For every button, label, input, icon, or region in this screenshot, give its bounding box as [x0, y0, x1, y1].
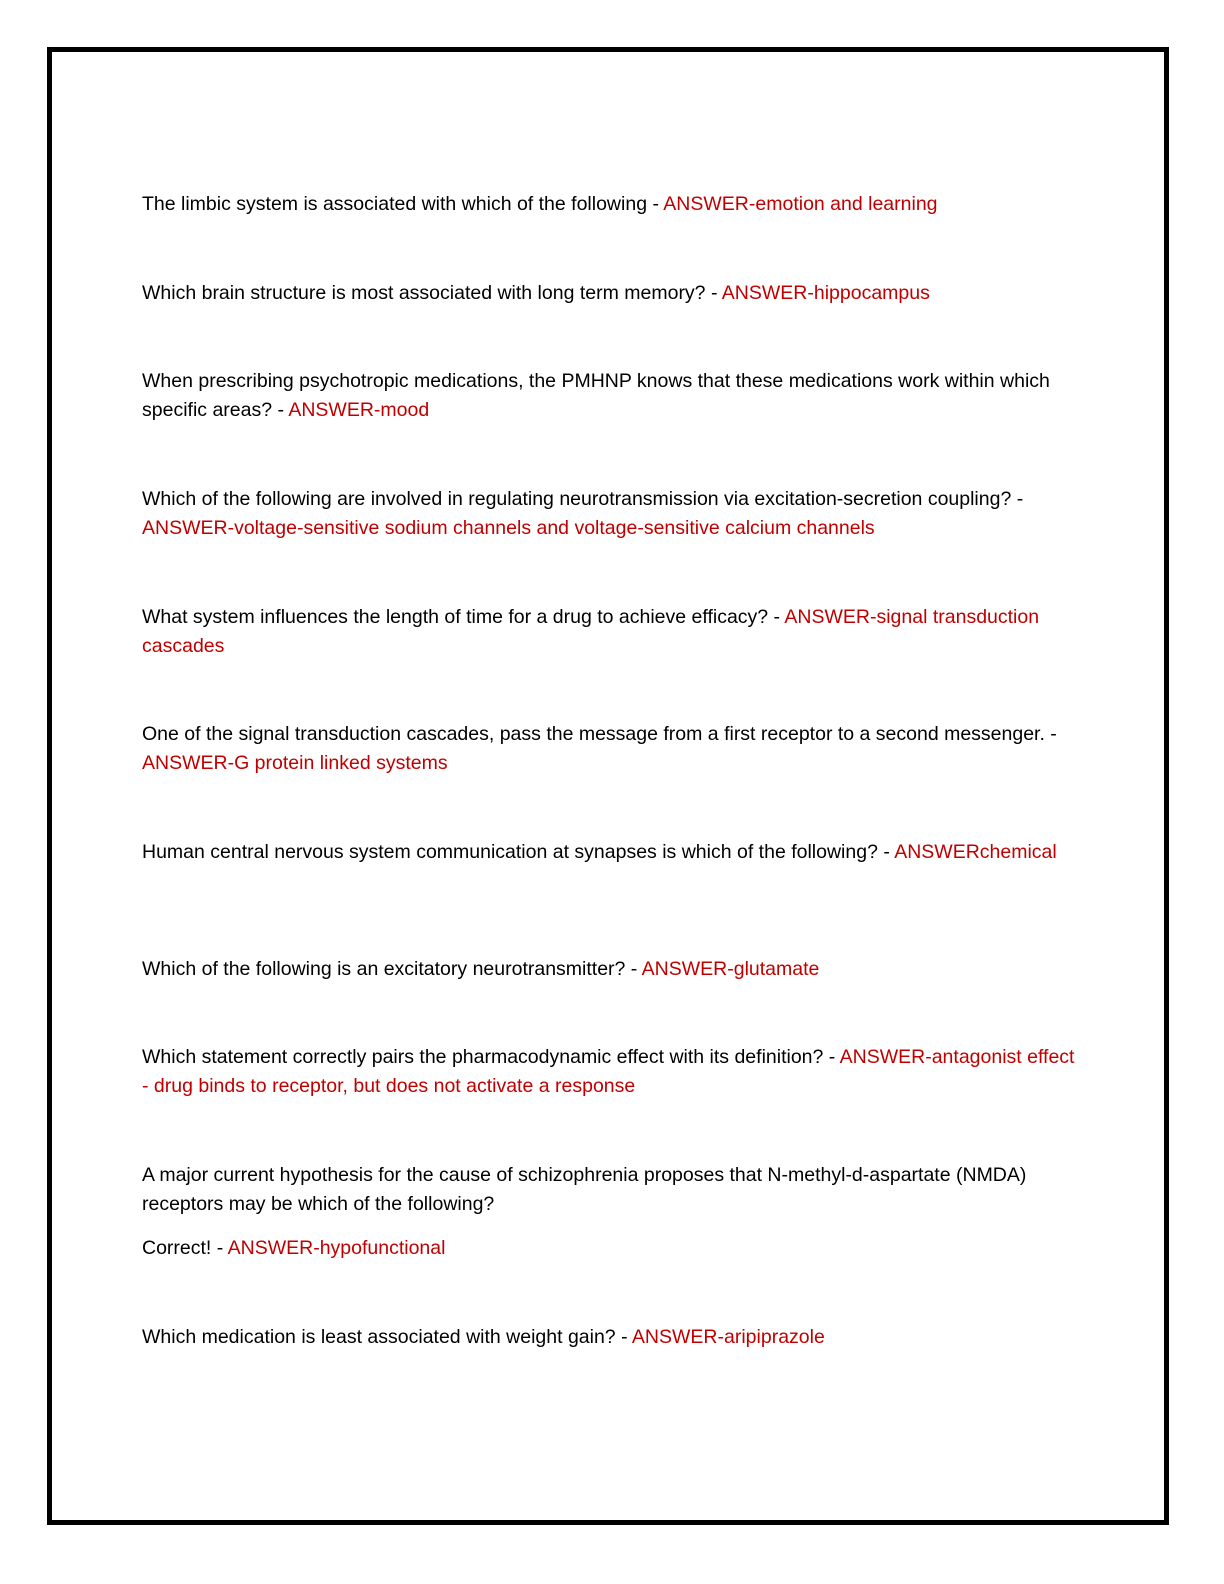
question-text: Which of the following are involved in regulating neurotransmission via excitation-secretion coupling? - — [142, 488, 1024, 510]
qa-item — [142, 1043, 1082, 1101]
answer-text: ANSWER-glutamate — [641, 958, 820, 980]
answer-text: ANSWER-signal transduction cascades — [142, 606, 1040, 657]
qa-item — [142, 279, 1082, 308]
qa-item — [142, 603, 1082, 661]
question-text: Which statement correctly pairs the pharmacodynamic effect with its definition? - — [142, 1046, 840, 1068]
question-text: The limbic system is associated with which of the following - — [142, 193, 664, 215]
qa-item — [142, 367, 1082, 425]
qa-item — [142, 720, 1082, 778]
answer-text: ANSWER-emotion and learning — [663, 193, 938, 215]
qa-item — [142, 485, 1082, 543]
question-text: When prescribing psychotropic medications, the PMHNP knows that these medications work within which specific areas? - — [142, 370, 1050, 421]
qa-item — [142, 1323, 1082, 1352]
answer-text: ANSWERchemical — [894, 841, 1057, 863]
qa-item — [142, 1161, 1082, 1263]
qa-item — [142, 190, 1082, 219]
answer-text: ANSWER-hypofunctional — [227, 1237, 446, 1259]
answer-text: ANSWER-G protein linked systems — [142, 752, 448, 774]
qa-item — [142, 838, 1082, 867]
question-text: One of the signal transduction cascades, pass the message from a first receptor to a second messenger. - — [142, 723, 1057, 745]
question-text: A major current hypothesis for the cause of schizophrenia proposes that N-methyl-d-aspartate (NMDA) receptors may be which of the following? — [142, 1164, 1027, 1215]
answer-text: ANSWER-mood — [288, 399, 430, 421]
qa-item — [142, 955, 1082, 984]
correct-label: Correct! - — [142, 1237, 228, 1259]
question-text: What system influences the length of time for a drug to achieve efficacy? - — [142, 606, 785, 628]
page-border — [47, 47, 1169, 1525]
answer-text: ANSWER-aripiprazole — [631, 1326, 825, 1348]
answer-text: ANSWER-hippocampus — [721, 282, 930, 304]
answer-line — [142, 1234, 1082, 1263]
question-text: Which of the following is an excitatory neurotransmitter? - — [142, 958, 642, 980]
question-text: Human central nervous system communication at synapses is which of the following? - — [142, 841, 895, 863]
answer-text: ANSWER-voltage-sensitive sodium channels and voltage-sensitive calcium channels — [142, 517, 875, 539]
question-text: Which medication is least associated with weight gain? - — [142, 1326, 632, 1348]
question-text: Which brain structure is most associated with long term memory? - — [142, 282, 722, 304]
answer-text: ANSWER-antagonist effect - drug binds to receptor, but does not activate a response — [142, 1046, 1075, 1097]
